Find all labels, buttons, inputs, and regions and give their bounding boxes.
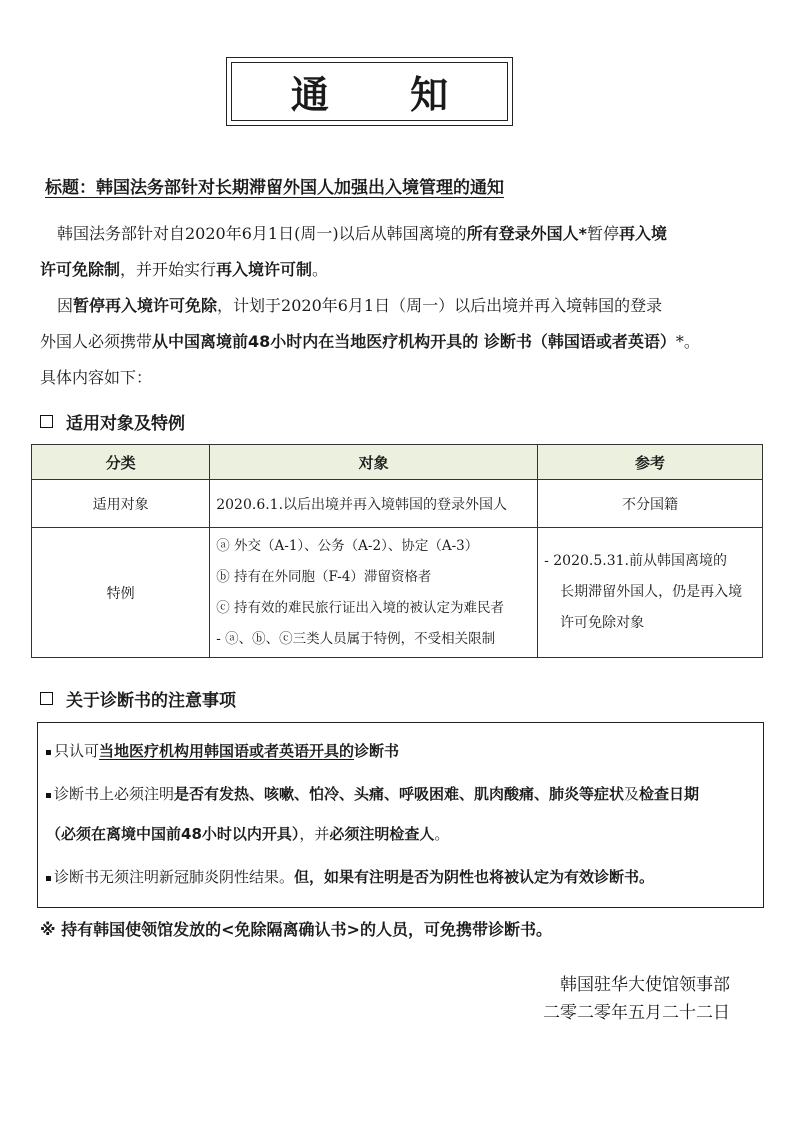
n2b-bold-1: （必须在离境中国前48小时以内开具） (46, 825, 300, 843)
subject-line: 标题：韩国法务部针对长期滞留外国人加强出入境管理的通知 (45, 178, 504, 198)
p2-text-2: ，计划于2020年6月1日（周一）以后出境并再入境韩国的登录 (217, 296, 663, 315)
n2-bold-2: 检查日期 (639, 785, 700, 803)
p2-bold-1: 暂停再入境许可免除 (73, 296, 218, 315)
p1-bold-4: 再入境许可制 (216, 260, 313, 279)
header-note: 参考 (538, 445, 763, 480)
notice-item-3 (46, 866, 654, 887)
signature-date: 二零二零年五月二十二日 (543, 1003, 730, 1023)
exception-item: - ⓐ、ⓑ、ⓒ三类人员属于特例，不受相关限制 (216, 630, 496, 647)
document-title: 通 知 (290, 73, 483, 117)
p2-text-4: *。 (675, 332, 700, 351)
row2-category: 特例 (32, 528, 210, 658)
notice-item-2-continued (46, 823, 449, 844)
n2-text-2: 及 (624, 785, 640, 803)
paragraph-2-line-3: 具体内容如下： (40, 368, 153, 387)
notice-item-1 (46, 740, 399, 761)
checkbox-square-icon (40, 692, 53, 705)
row1-target: 2020.6.1.以后出境并再入境韩国的登录外国人 (210, 480, 538, 528)
p1-text-2: 暂停 (586, 224, 619, 243)
n3-text: 诊断书无须注明新冠肺炎阴性结果。 (54, 868, 295, 886)
applicability-table (31, 444, 763, 658)
note-line: 许可免除对象 (560, 615, 645, 631)
row1-note: 不分国籍 (538, 480, 763, 528)
header-target: 对象 (210, 445, 538, 480)
p2-text-3: 外国人必须携带 (40, 332, 153, 351)
exception-item: ⓒ 持有效的难民旅行证出入境的被认定为难民者 (216, 599, 505, 616)
note-line: - 2020.5.31.前从韩国离境的 (544, 553, 727, 569)
section-2-label: 关于诊断书的注意事项 (66, 691, 236, 711)
n2b-text-2: 。 (434, 825, 450, 843)
p1-text-4: 。 (312, 260, 329, 279)
n1-text: 只认可 (54, 742, 100, 760)
p1-text-3: ，并开始实行 (120, 260, 217, 279)
paragraph-1-line-1 (57, 218, 667, 250)
bullet-icon (46, 876, 51, 881)
table-header-row (32, 445, 763, 480)
exception-item: ⓑ 持有在外同胞（F-4）滞留资格者 (216, 568, 432, 585)
row2-note (538, 528, 763, 658)
notice-box (37, 722, 764, 908)
paragraph-2-line-1 (57, 290, 662, 322)
n2b-bold-2: 必须注明检查人 (329, 825, 435, 843)
p2-text-1: 因 (57, 296, 74, 315)
bullet-icon (46, 750, 51, 755)
paragraph-1-line-2 (40, 254, 328, 286)
section-2-heading (40, 686, 236, 711)
table-row (32, 528, 763, 658)
n2b-text-1: ，并 (299, 825, 330, 843)
header-category: 分类 (32, 445, 210, 480)
n1-bold: 诊断书 (354, 742, 400, 760)
n3-bold: 但，如果有注明是否为阴性也将被认定为有效诊断书。 (294, 868, 655, 886)
signature-organization: 韩国驻华大使馆领事部 (560, 975, 730, 995)
note-line: 长期滞留外国人，仍是再入境 (560, 584, 743, 600)
paragraph-2-line-2 (40, 326, 700, 358)
checkbox-square-icon (40, 415, 53, 428)
exemption-note: ※ 持有韩国使领馆发放的<免除隔离确认书>的人员，可免携带诊断书。 (40, 920, 552, 939)
notice-item-2 (46, 783, 699, 804)
p1-bold-1: 所有登录外国人* (466, 224, 587, 243)
exception-item: ⓐ 外交（A-1）、公务（A-2）、协定（A-3） (216, 537, 479, 554)
p2-bold-2: 从中国离境前48小时内在当地医疗机构开具的 诊断书（韩国语或者英语） (152, 332, 676, 351)
title-inner-frame (231, 62, 508, 121)
p1-text-1: 韩国法务部针对自2020年6月1日(周一)以后从韩国离境的 (57, 224, 467, 243)
n2-bold-1: 是否有发热、咳嗽、怕冷、头痛、呼吸困难、肌肉酸痛、肺炎等症状 (174, 785, 625, 803)
p1-bold-3: 许可免除制 (40, 260, 121, 279)
p1-bold-2: 再入境 (618, 224, 667, 243)
row2-items (210, 528, 538, 658)
n2-text-1: 诊断书上必须注明 (54, 785, 175, 803)
title-box (226, 57, 513, 126)
section-1-label: 适用对象及特例 (66, 414, 185, 434)
n1-bold-underline: 当地医疗机构用韩国语或者英语开具的 (99, 742, 355, 760)
row1-category: 适用对象 (32, 480, 210, 528)
section-1-heading (40, 409, 185, 434)
bullet-icon (46, 793, 51, 798)
table-row (32, 480, 763, 528)
